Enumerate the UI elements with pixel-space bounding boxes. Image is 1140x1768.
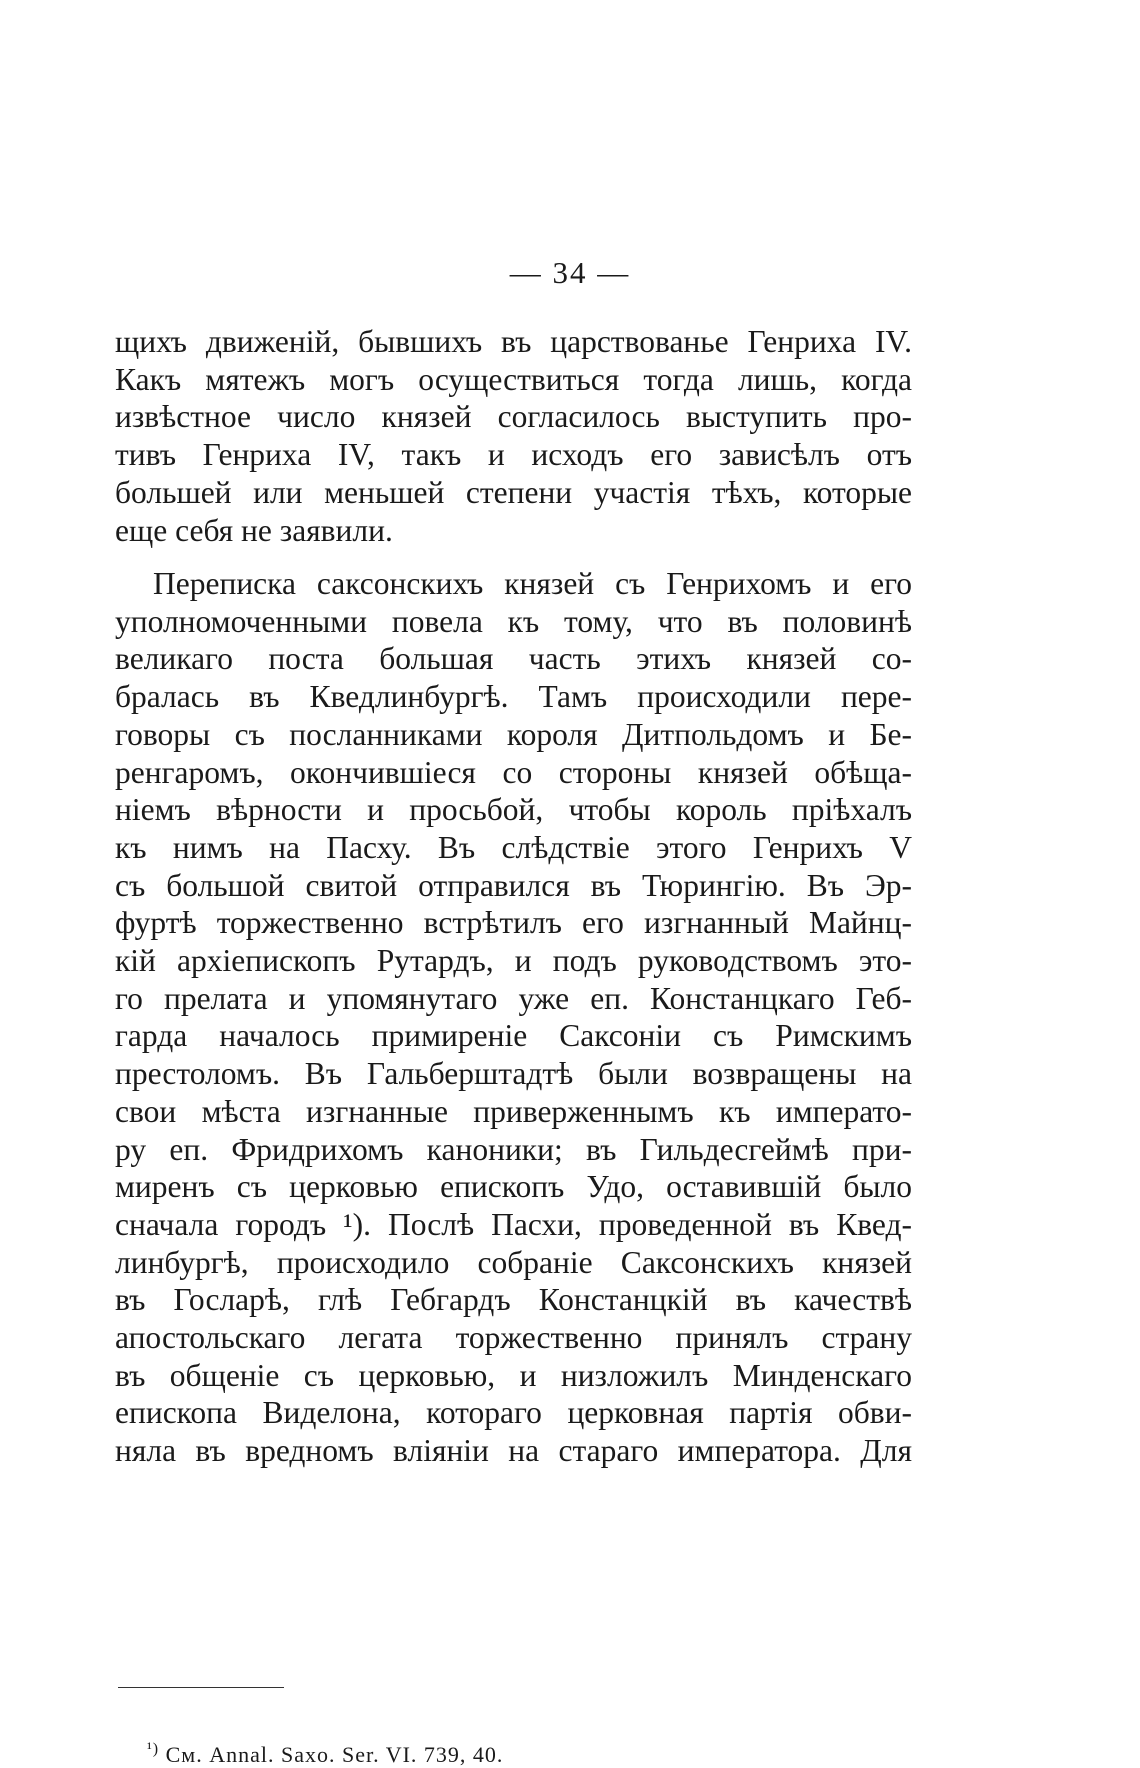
text-line: кій архіепископъ Рутардъ, и подъ руководствомъ это- — [115, 943, 912, 979]
text-line: еще себя не заявили. — [115, 512, 393, 548]
text-line: въ Госларѣ, глѣ Гебгардъ Констанцкій въ качествѣ — [115, 1282, 912, 1318]
text-line: сначала городъ ¹). Послѣ Пасхи, проведенной въ Квед- — [115, 1206, 912, 1242]
text-line: фуртѣ торжественно встрѣтилъ его изгнанный Майнц- — [115, 905, 912, 941]
text-line: престоломъ. Въ Гальберштадтѣ были возвращены на — [115, 1056, 912, 1092]
text-line: великаго поста большая часть этихъ князей со- — [115, 641, 912, 677]
footnote-mark: ¹) — [147, 1740, 160, 1758]
page-number: — 34 — — [509, 255, 631, 290]
text-line: говоры съ посланниками короля Дитпольдомъ и Бе- — [115, 716, 912, 752]
paragraph-2 — [115, 565, 912, 1470]
text-line: съ большой свитой отправился въ Тюрингію. Въ Эр- — [115, 867, 912, 903]
text-line: къ нимъ на Пасху. Въ слѣдствіе этого Генрихъ V — [115, 829, 912, 865]
text-line: гарда началось примиреніе Саксоніи съ Римскимъ — [115, 1018, 912, 1054]
text-line: большей или меньшей степени участія тѣхъ, которые — [115, 474, 912, 510]
text-line: апостольскаго легата торжественно принялъ страну — [115, 1320, 912, 1356]
footnote-text: См. Annal. Saxo. Ser. VI. 739, 40. — [165, 1742, 504, 1767]
text-line: ру еп. Фридрихомъ каноники; въ Гильдесгеймѣ при- — [115, 1131, 912, 1167]
text-line: ренгаромъ, окончившіеся со стороны князей обѣща- — [115, 754, 912, 790]
text-line: линбургѣ, происходило собраніе Саксонскихъ князей — [115, 1244, 912, 1280]
text-line: тивъ Генриха IV, такъ и исходъ его зависѣлъ отъ — [115, 437, 912, 473]
footnote-divider — [118, 1687, 284, 1688]
text-line: няла въ вредномъ вліяніи на стараго императора. Для — [115, 1433, 912, 1469]
text-line: щихъ движеній, бывшихъ въ царствованье Генриха IV. — [115, 324, 912, 359]
text-line: ніемъ вѣрности и просьбой, чтобы король пріѣхалъ — [115, 792, 912, 828]
text-line: го прелата и упомянутаго уже еп. Констанцкаго Геб- — [115, 980, 912, 1016]
text-line: бралась въ Кведлинбургѣ. Тамъ происходили пере- — [115, 679, 912, 715]
text-line: миренъ съ церковью епископъ Удо, оставившій было — [115, 1169, 912, 1205]
text-line: уполномоченными повела къ тому, что въ половинѣ — [115, 603, 912, 639]
text-line: Переписка саксонскихъ князей съ Генрихомъ и его — [153, 566, 912, 601]
text-line: извѣстное число князей согласилось выступить про- — [115, 399, 912, 435]
text-line: епископа Виделона, котораго церковная партія обви- — [115, 1395, 912, 1431]
paragraph-1 — [115, 323, 912, 549]
text-line: въ общеніе съ церковью, и низложилъ Минденскаго — [115, 1357, 912, 1393]
footnote — [147, 1742, 503, 1768]
text-line: свои мѣста изгнанные приверженнымъ къ императо- — [115, 1093, 912, 1129]
text-line: Какъ мятежъ могъ осуществиться тогда лишь, когда — [115, 361, 912, 397]
